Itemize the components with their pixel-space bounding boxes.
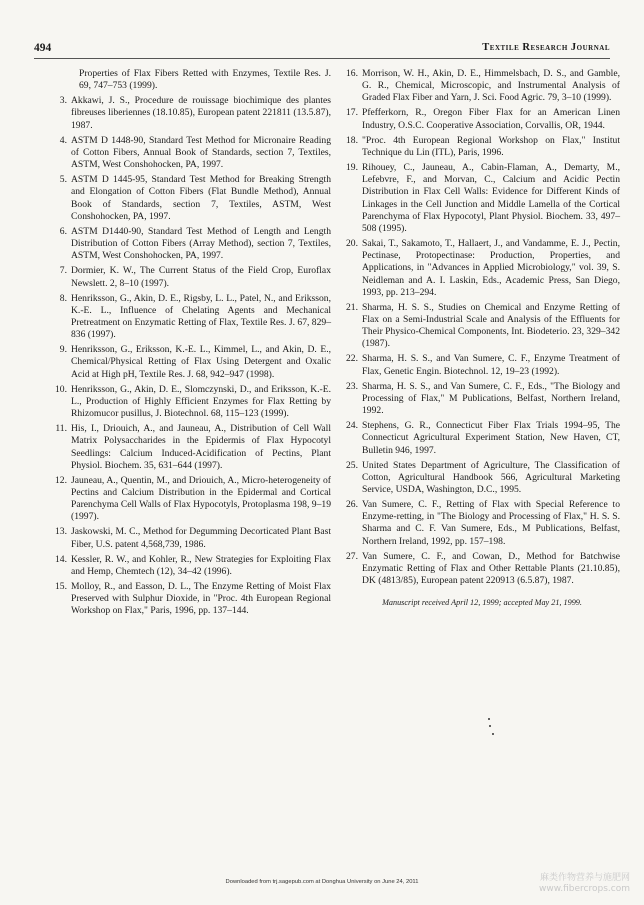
- reference-number: 27.: [346, 550, 358, 562]
- reference-number: 8.: [59, 292, 67, 304]
- reference-item: [344, 353, 620, 377]
- reference-item: [53, 293, 331, 342]
- reference-item: [344, 460, 620, 496]
- reference-item: [344, 135, 620, 159]
- reference-number: 9.: [59, 344, 67, 356]
- reference-item: [344, 107, 620, 131]
- reference-item: [344, 420, 620, 456]
- reference-text: Jaskowski, M. C., Method for Degumming Decorticated Plant Bast Fiber, U.S. patent 4,568,739, 1986.: [71, 526, 331, 550]
- reference-item: [53, 174, 331, 223]
- reference-number: 19.: [346, 162, 358, 174]
- page-number: 494: [34, 42, 52, 54]
- reference-text: Dormier, K. W., The Current Status of the Field Crop, Euroflax Newslett. 2, 8–10 (1997).: [71, 265, 331, 289]
- reference-text: Henriksson, G., Akin, D. E., Slomczynski, D., and Eriksson, K.-E. L., Production of Highly Efficient Enzymes for Flax Retting by Rhizomucor pusillus, J. Biotechnol. 68, 115–123 (1999).: [71, 383, 331, 420]
- reference-text: Sharma, H. S. S., and Van Sumere, C. F., Eds., "The Biology and Processing of Flax," M Publications, Belfast, Northern Ireland, 1992.: [362, 380, 620, 417]
- reference-text: Sakai, T., Sakamoto, T., Hallaert, J., and Vandamme, E. J., Pectin, Pectinase, Protopectinase: Production, Properties, and Applications, in "Advances in Applied Microbiology," vol. 39, S. Neidleman and A. I. Laskin, Eds., Academic Press, San Diego, 1993, pp. 213–294.: [362, 238, 620, 298]
- reference-item: [53, 581, 331, 617]
- reference-text: ASTM D 1445-95, Standard Test Method for Breaking Strength and Elongation of Cotton Fibers (Flat Bundle Method), Annual Book of Standards, section 7, Textiles, ASTM, West Conshohocken, PA, 1997.: [71, 174, 331, 222]
- reference-item: [53, 95, 331, 131]
- reference-text: Henriksson, G., Eriksson, K.-E. L., Kimmel, L., and Akin, D. E., Chemical/Physical Retting of Flax Using Detergent and Oxalic Acid at High pH, Textile Res. J. 68, 942–947 (1998).: [71, 344, 331, 380]
- reference-item: [53, 423, 331, 472]
- reference-text: Molloy, R., and Easson, D. L., The Enzyme Retting of Moist Flax Preserved with Sulphur Dioxide, in "Proc. 4th European Regional Workshop on Flax," Paris, 1996, pp. 137–144.: [71, 581, 331, 617]
- reference-text: Van Sumere, C. F., and Cowan, D., Method for Batchwise Enzymatic Retting of Flax and Other Rettable Plants (21.10.85), DK (4813/85), European patent 220913 (6.5.87), 1987.: [362, 550, 620, 587]
- reference-number: 6.: [59, 225, 67, 237]
- reference-item: [53, 554, 331, 578]
- reference-item: [53, 475, 331, 524]
- reference-item: [53, 344, 331, 380]
- reference-number: 10.: [55, 383, 67, 395]
- reference-item: [344, 302, 620, 351]
- references-right-column: [344, 68, 620, 609]
- reference-text: Sharma, H. S. S., and Van Sumere, C. F., Enzyme Treatment of Flax, Genetic Engin. Biotechnol. 12, 19–23 (1992).: [362, 353, 620, 377]
- reference-number: 23.: [346, 380, 358, 392]
- journal-title: Textile Research Journal: [482, 42, 610, 53]
- reference-text: United States Department of Agriculture, The Classification of Cotton, Agricultural Handbook 566, Agricultural Marketing Service, USDA, Washington, D.C., 1995.: [362, 459, 620, 495]
- reference-item: [53, 68, 331, 92]
- site-watermark: [539, 873, 630, 895]
- reference-item: [53, 226, 331, 262]
- download-footer: Downloaded from trj.sagepub.com at Donghua University on June 24, 2011: [225, 879, 419, 885]
- reference-number: 3.: [59, 95, 67, 107]
- references-right-list: [344, 68, 620, 587]
- reference-item: [53, 384, 331, 420]
- reference-number: 18.: [346, 134, 358, 146]
- reference-text: Van Sumere, C. F., Retting of Flax with Special Reference to Enzyme-retting, in "The Biology and Processing of Flax," H. S. S. Sharma and C. F. Van Sumere, Eds., M Publications, Belfast, Northern Ireland, 1992, pp. 157–198.: [362, 499, 620, 547]
- reference-text: Stephens, G. R., Connecticut Fiber Flax Trials 1994–95, The Connecticut Agricultural Experiment Station, New Haven, CT, Bulletin 946, 1997.: [362, 420, 620, 456]
- reference-number: 21.: [346, 301, 358, 313]
- reference-text: Henriksson, G., Akin, D. E., Rigsby, L. L., Patel, N., and Eriksson, K.-E. L., Influence of Chelating Agents and Mechanical Pretreatment on Enzymatic Retting of Flax, Textile Res. J. 67, 829–836 (1997).: [71, 292, 331, 341]
- reference-number: 20.: [346, 238, 358, 250]
- reference-number: 11.: [55, 423, 67, 435]
- scan-dot: [489, 725, 491, 727]
- reference-item: [344, 499, 620, 548]
- reference-text: Kessler, R. W., and Kohler, R., New Strategies for Exploiting Flax and Hemp, Chemtech (12), 34–42 (1996).: [71, 553, 331, 577]
- reference-item: [53, 135, 331, 171]
- references-left-column: [53, 68, 331, 621]
- reference-item: [344, 162, 620, 235]
- reference-text: Rihouey, C., Jauneau, A., Cabin-Flaman, A., Demarty, M., Lefebvre, F., and Morvan, C., Calcium and Acidic Pectin Distribution in Flax Cell Walls: Evidence for Different Kinds of Linkages in the Cell Junction and Middle Lamella of the Cortical Parenchyma of Flax Hypocotyl, Plant Physiol. Biochem. 33, 497–508 (1995).: [362, 162, 620, 234]
- reference-text: His, I., Driouich, A., and Jauneau, A., Distribution of Cell Wall Matrix Polysaccharides in the Epidermis of Flax Hypocotyl Seedlings: Calcium Induced-Acidification of Pectins, Plant Physiol. Biochem. 35, 631–644 (1997).: [71, 423, 331, 471]
- reference-item: [344, 238, 620, 299]
- scan-dot: [492, 733, 494, 735]
- reference-text: ASTM D1440-90, Standard Test Method of Length and Length Distribution of Cotton Fibers (Array Method), section 7, Textiles, ASTM, West Conshohocken, PA, 1997.: [71, 225, 331, 262]
- reference-number: 13.: [55, 526, 67, 538]
- reference-number: 5.: [59, 174, 67, 186]
- reference-number: 26.: [346, 499, 358, 511]
- page-header: [34, 42, 610, 59]
- reference-number: 7.: [59, 265, 67, 277]
- reference-text: Jauneau, A., Quentin, M., and Driouich, A., Micro-heterogeneity of Pectins and Calcium Distribution in the Epidermal and Cortical Parenchyma Cell Walls of Flax Hypocotyls, Protoplasma 198, 9–19 (1997).: [71, 474, 331, 523]
- reference-item: [53, 265, 331, 289]
- reference-item: [344, 68, 620, 104]
- scan-dot: [488, 718, 490, 720]
- reference-number: 14.: [55, 553, 67, 565]
- reference-number: 22.: [346, 353, 358, 365]
- manuscript-note: Manuscript received April 12, 1999; accepted May 21, 1999.: [382, 598, 582, 608]
- reference-item: [344, 551, 620, 587]
- reference-text: "Proc. 4th European Regional Workshop on Flax," Institut Technique du Lin (ITL), Paris, 1996.: [362, 134, 620, 158]
- watermark-line: 麻类作物营养与施肥网: [539, 873, 630, 883]
- reference-number: 16.: [346, 68, 358, 79]
- reference-text: Morrison, W. H., Akin, D. E., Himmelsbach, D. S., and Gamble, G. R., Chemical, Microscopic, and Instrumental Analysis of Graded Flax Fiber and Yarn, J. Sci. Food Agric. 79, 3–10 (1999).: [362, 68, 620, 104]
- reference-number: 24.: [346, 420, 358, 432]
- reference-text: Pfefferkorn, R., Oregon Fiber Flax for an American Linen Industry, O.S.C. Cooperative Association, Corvallis, OR, 1944.: [362, 107, 620, 131]
- reference-text: Sharma, H. S. S., Studies on Chemical and Enzyme Retting of Flax on a Semi-Industrial Scale and Analysis of the Effluents for Their Physico-Chemical Components, Int. Biodeterio. 23, 329–342 (1987).: [362, 301, 620, 350]
- reference-item: [53, 526, 331, 550]
- reference-number: 4.: [59, 134, 67, 146]
- reference-text: Akkawi, J. S., Procedure de rouissage biochimique des plantes fibreuses liberiennes (18.10.85), European patent 221811 (13.5.87), 1987.: [71, 95, 331, 131]
- reference-item: [344, 381, 620, 417]
- reference-text: ASTM D 1448-90, Standard Test Method for Micronaire Reading of Cotton Fibers, Annual Book of Standards, section 7, Textiles, ASTM, West Conshohocken, PA, 1997.: [71, 134, 331, 171]
- reference-text: Properties of Flax Fibers Retted with Enzymes, Textile Res. J. 69, 747–753 (1999).: [79, 68, 331, 92]
- reference-number: 25.: [346, 459, 358, 471]
- reference-number: 15.: [55, 581, 67, 593]
- reference-number: 17.: [346, 107, 358, 119]
- watermark-url: www.fibercrops.com: [539, 884, 630, 894]
- reference-number: 12.: [55, 474, 67, 486]
